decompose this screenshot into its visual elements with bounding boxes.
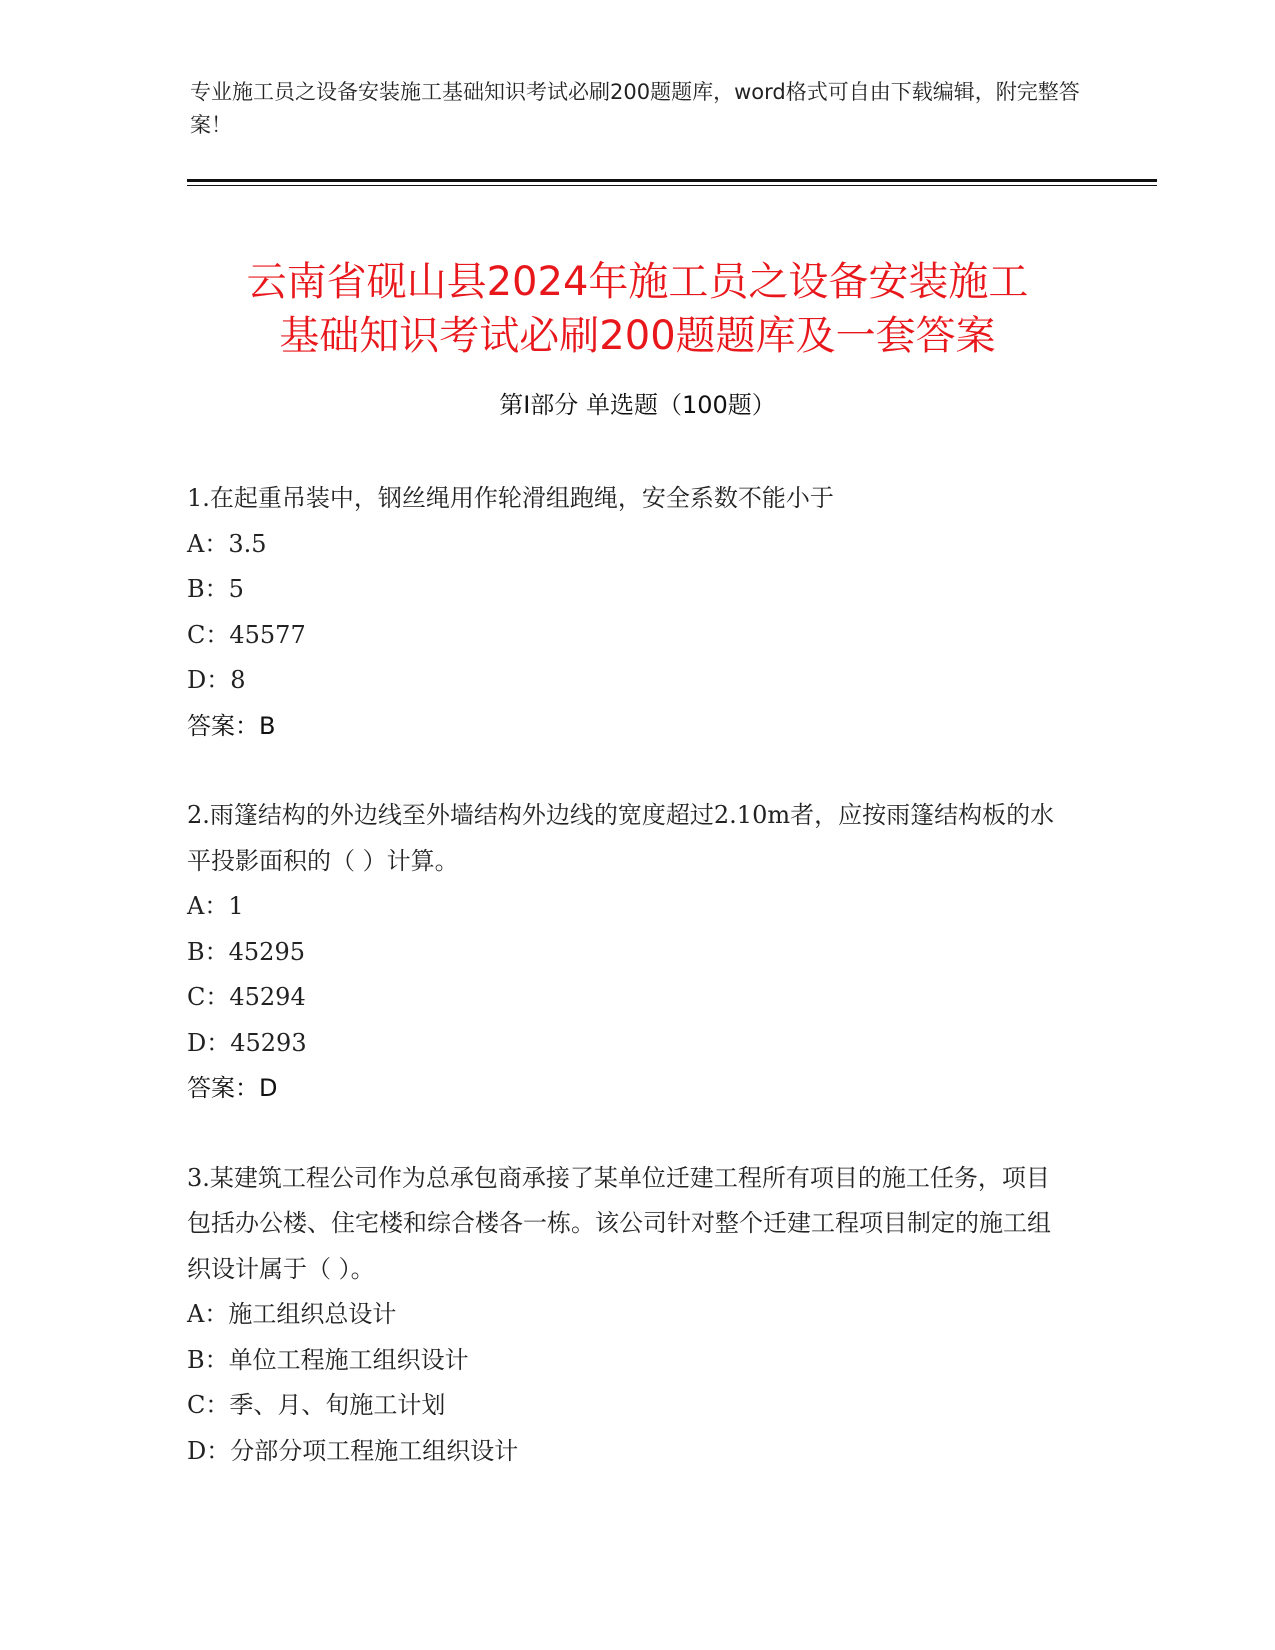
header-note: 专业施工员之设备安装施工基础知识考试必刷200题题库，word格式可自由下载编辑，附完整答案！	[190, 80, 1080, 137]
question-stem: 2.雨篷结构的外边线至外墙结构外边线的宽度超过2.10m者，应按雨篷结构板的水平投影面积的（ ）计算。	[187, 801, 1055, 875]
answer-line: 答案：D	[187, 1074, 278, 1102]
option-b: B：5	[187, 575, 244, 603]
option-b: B：45295	[187, 937, 305, 966]
question-list	[187, 476, 1067, 1518]
option-d: D：8	[187, 666, 246, 694]
question-stem: 3.某建筑工程公司作为总承包商承接了某单位迁建工程所有项目的施工任务，项目包括办公楼、住宅楼和综合楼各一栋。该公司针对整个迁建工程项目制定的施工组织设计属于（ ）。	[187, 1163, 1051, 1283]
answer-line: 答案：B	[187, 711, 276, 740]
question-2	[187, 793, 1067, 1112]
document-title-line-1: 云南省砚山县2024年施工员之设备安装施工	[246, 258, 1029, 305]
document-title-line-2: 基础知识考试必刷200题题库及一套答案	[279, 312, 996, 359]
question-1	[187, 476, 1067, 749]
option-d: D：分部分项工程施工组织设计	[187, 1436, 519, 1465]
option-c: C：45577	[187, 620, 306, 649]
question-3	[187, 1156, 1067, 1475]
option-c: C：季、月、旬施工计划	[187, 1391, 446, 1419]
header-divider-thick	[187, 179, 1157, 182]
option-a: A：1	[187, 892, 244, 920]
section-title: 第I部分 单选题（100题）	[499, 391, 776, 419]
document-title	[100, 255, 1175, 363]
header-divider-thin	[187, 185, 1157, 186]
option-d: D：45293	[187, 1028, 307, 1057]
option-a: A：3.5	[187, 529, 267, 558]
option-a: A：施工组织总设计	[187, 1300, 397, 1328]
question-stem: 1.在起重吊装中，钢丝绳用作轮滑组跑绳，安全系数不能小于	[187, 484, 834, 512]
option-b: B：单位工程施工组织设计	[187, 1345, 469, 1374]
option-c: C：45294	[187, 983, 306, 1011]
